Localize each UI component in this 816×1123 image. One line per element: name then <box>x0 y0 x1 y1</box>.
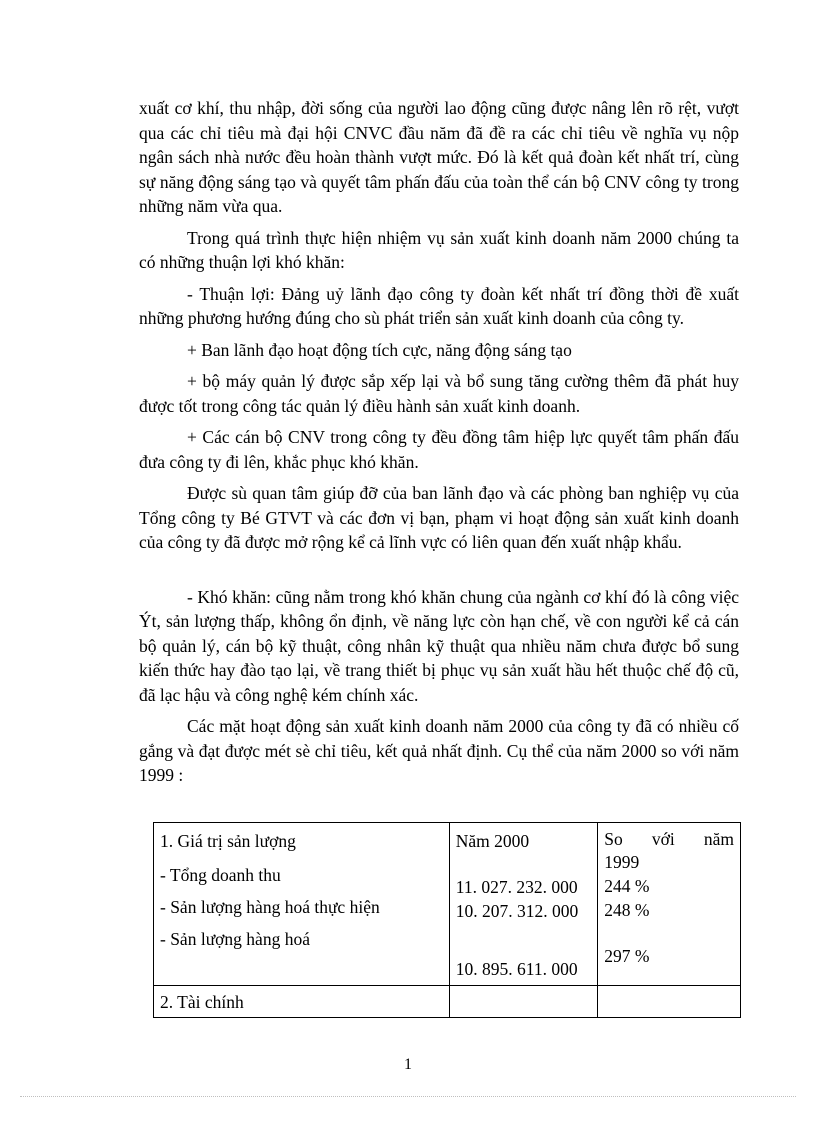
table-cell: 2. Tài chính <box>154 986 450 1018</box>
table-cell <box>598 986 741 1018</box>
header-word: với <box>651 829 675 849</box>
paragraph: xuất cơ khí, thu nhập, đời sống của người lao động cũng được nâng lên rõ rệt, vượt qua các chỉ tiêu mà đại hội CNVC đầu năm đã đề ra các chỉ tiêu về nghĩa vụ nộp ngân sách nhà nước đều hoàn thành vượt mức. Đó là kết quả đoàn kết nhất trí, cùng sự năng động sáng tạo và quyết tâm phấn đấu của toàn thể cán bộ CNV công ty trong những năm vừa qua. <box>139 98 739 216</box>
paragraph: - Thuận lợi: Đảng uỷ lãnh đạo công ty đoàn kết nhất trí đồng thời đề xuất những phương hướng đúng cho sù phát triển sản xuất kinh doanh của công ty. <box>139 283 739 328</box>
paragraph: - Khó khăn: cũng nằm trong khó khăn chung của ngành cơ khí đó là công việc Ýt, sản lượng thấp, không ổn định, về năng lực còn hạn chế, về con người kể cả cán bộ quản lý, cán bộ kỹ thuật, công nhân kỹ thuật qua nhiều năm chưa được bổ sung kiến thức hay đào tạo lại, về trang thiết bị phục vụ sản xuất hầu hết thuộc chế độ cũ, đã lạc hậu và công nghệ kém chính xác. <box>139 586 739 705</box>
results-table <box>153 822 741 1018</box>
cell-line: 11. 027. 232. 000 <box>455 877 578 897</box>
page-number: 1 <box>404 1056 412 1073</box>
table-row <box>154 823 741 986</box>
cell-line: 1. Giá trị sản lượng <box>160 831 296 851</box>
cell-line: - Sản lượng hàng hoá <box>160 929 310 949</box>
cell-line: - Tổng doanh thu <box>160 865 281 885</box>
paragraph: + Các cán bộ CNV trong công ty đều đồng tâm hiệp lực quyết tâm phấn đấu đưa công ty đi lên, khắc phục khó khăn. <box>139 427 739 472</box>
table-cell <box>598 823 741 986</box>
table-row <box>154 986 741 1018</box>
header-word: năm <box>703 829 734 849</box>
paragraph: Trong quá trình thực hiện nhiệm vụ sản xuất kinh doanh năm 2000 chúng ta có những thuận lợi khó khăn: <box>139 227 739 272</box>
paragraph: + bộ máy quản lý được sắp xếp lại và bổ sung tăng cường thêm đã phát huy được tốt trong công tác quản lý điều hành sản xuất kinh doanh. <box>139 371 739 416</box>
table-cell <box>449 986 597 1018</box>
cell-line: Năm 2000 <box>455 831 530 851</box>
table-cell <box>449 823 597 986</box>
paragraph: Được sù quan tâm giúp đỡ của ban lãnh đạo và các phòng ban nghiệp vụ của Tổng công ty Bé GTVT và các đơn vị bạn, phạm vi hoạt động sản xuất kinh doanh của công ty đã được mở rộng kể cả lĩnh vực có liên quan đến xuất nhập khẩu. <box>139 483 739 552</box>
cell-line: 10. 895. 611. 000 <box>455 959 578 979</box>
footer-divider <box>20 1096 796 1097</box>
cell-line: 297 % <box>604 946 650 966</box>
cell-line: 10. 207. 312. 000 <box>455 901 579 921</box>
paragraph: + Ban lãnh đạo hoạt động tích cực, năng động sáng tạo <box>187 339 572 360</box>
cell-line: 248 % <box>604 900 650 920</box>
header-word: So <box>604 829 623 849</box>
cell-line: 1999 <box>604 852 640 872</box>
column-header <box>604 829 734 850</box>
body-text <box>139 96 739 795</box>
cell-line: 244 % <box>604 876 650 896</box>
paragraph: Các mặt hoạt động sản xuất kinh doanh năm 2000 của công ty đã có nhiều cố gắng và đạt được mét sè chỉ tiêu, kết quả nhất định. Cụ thể của năm 2000 so với năm 1999 : <box>139 716 739 785</box>
cell-line: - Sản lượng hàng hoá thực hiện <box>160 897 380 917</box>
table-cell <box>154 823 450 986</box>
